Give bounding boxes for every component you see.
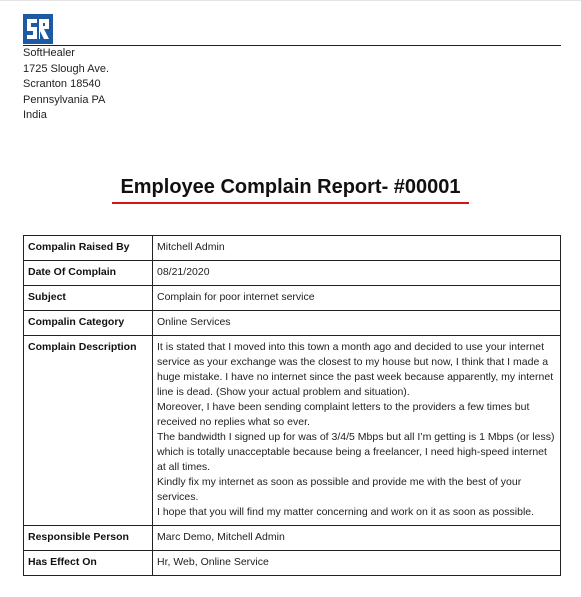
responsible-label: Responsible Person bbox=[24, 526, 153, 551]
table-row bbox=[24, 551, 561, 576]
report-title-wrap bbox=[0, 176, 581, 204]
category-value: Online Services bbox=[153, 311, 561, 336]
softhealer-logo-icon bbox=[23, 14, 53, 44]
table-row bbox=[24, 286, 561, 311]
description-paragraph: Kindly fix my internet as soon as possible and provide me with the best of your services. bbox=[157, 476, 522, 503]
raised-by-value: Mitchell Admin bbox=[153, 236, 561, 261]
company-address bbox=[23, 46, 109, 124]
address-street: 1725 Slough Ave. bbox=[23, 62, 110, 75]
company-name: SoftHealer bbox=[23, 47, 75, 59]
table-row bbox=[24, 311, 561, 336]
table-row bbox=[24, 261, 561, 286]
description-value bbox=[153, 336, 561, 526]
page-top-border bbox=[0, 0, 581, 1]
date-label: Date Of Complain bbox=[24, 261, 153, 286]
effect-label: Has Effect On bbox=[24, 551, 153, 576]
category-label: Compalin Category bbox=[24, 311, 153, 336]
description-paragraph: It is stated that I moved into this town a month ago and decided to use your internet service as your exchange was the closest to my house but now, I think that I made a huge mistake. I have no internet since the past week because apparently, my internet line is dead. (Show your actual problem and situation). bbox=[157, 341, 554, 398]
table-row bbox=[24, 336, 561, 526]
description-paragraph: The bandwidth I signed up for was of 3/4/5 Mbps but all I’m getting is 1 Mbps (or less) which is totally unacceptable because being a freelancer, I need high-speed internet at all times. bbox=[157, 431, 555, 473]
subject-value: Complain for poor internet service bbox=[153, 286, 561, 311]
report-title: Employee Complain Report- #00001 bbox=[112, 176, 468, 204]
table-row bbox=[24, 526, 561, 551]
subject-label: Subject bbox=[24, 286, 153, 311]
raised-by-label: Compalin Raised By bbox=[24, 236, 153, 261]
date-value: 08/21/2020 bbox=[153, 261, 561, 286]
effect-value: Hr, Web, Online Service bbox=[153, 551, 561, 576]
responsible-value: Marc Demo, Mitchell Admin bbox=[153, 526, 561, 551]
address-state: Pennsylvania PA bbox=[23, 93, 106, 106]
address-country: India bbox=[23, 109, 47, 121]
table-row bbox=[24, 236, 561, 261]
description-paragraph: I hope that you will find my matter concerning and work on it as soon as possible. bbox=[157, 506, 535, 518]
description-label: Complain Description bbox=[24, 336, 153, 526]
address-city: Scranton 18540 bbox=[23, 78, 101, 90]
complaint-details-table bbox=[23, 235, 561, 576]
description-paragraph: Moreover, I have been sending complaint letters to the providers a few times but received no replies what so ever. bbox=[157, 401, 530, 428]
